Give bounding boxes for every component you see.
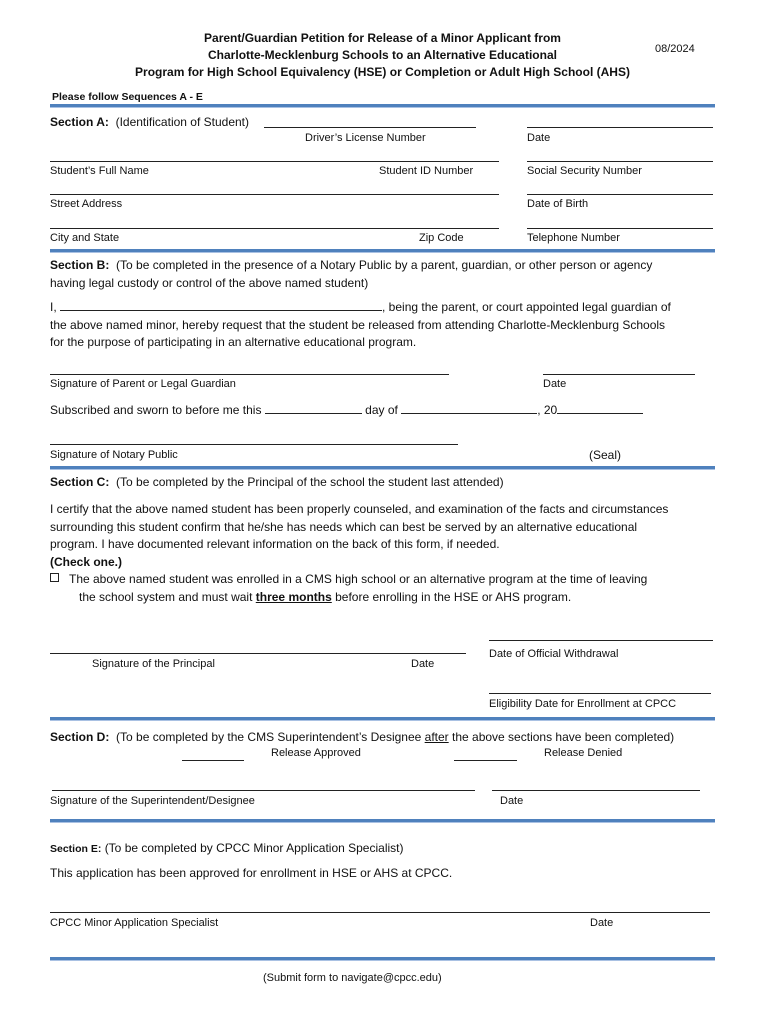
full-name-label: Student’s Full Name — [50, 165, 149, 177]
designee-signature-label: Signature of the Superintendent/Designee — [50, 795, 255, 807]
dob-label: Date of Birth — [527, 198, 589, 210]
statement-prefix: I, — [50, 300, 57, 314]
drivers-license-field[interactable] — [264, 127, 476, 128]
release-denied-label: Release Denied — [544, 747, 623, 759]
section-divider — [50, 466, 715, 470]
title-line-1: Parent/Guardian Petition for Release of a Minor Applicant from — [204, 31, 561, 45]
option-text-2: the school system and must wait — [79, 589, 253, 604]
statement-line-2: the above named minor, hereby request that the student be released from attending Charlotte-Mecklenburg Schools — [50, 317, 666, 332]
section-b-label: Section B: — [50, 258, 110, 272]
drivers-license-label: Driver’s License Number — [305, 132, 426, 144]
section-a-description: (Identification of Student) — [115, 115, 249, 129]
section-b-description-2: having legal custody or control of the above named student) — [50, 275, 369, 290]
certify-line-2: surrounding this student confirm that he/she has needs which can best be served by an alternative educational — [50, 519, 638, 534]
section-divider — [50, 717, 715, 721]
sworn-month-field[interactable] — [401, 403, 537, 414]
principal-signature-label: Signature of the Principal — [92, 658, 215, 670]
submit-instruction: (Submit form to navigate@cpcc.edu) — [263, 972, 442, 984]
notary-signature-field[interactable] — [50, 444, 458, 445]
title-line-2: Charlotte-Mecklenburg Schools to an Alternative Educational — [208, 48, 557, 62]
withdrawal-option — [50, 571, 715, 606]
street-address-label: Street Address — [50, 198, 123, 210]
form-revision-date: 08/2024 — [655, 43, 695, 55]
principal-date-label: Date — [411, 658, 435, 670]
zip-code-label: Zip Code — [419, 232, 464, 244]
section-a-heading — [50, 115, 249, 129]
section-c-description: (To be completed by the Principal of the school the student last attended) — [116, 475, 504, 489]
designee-signature-field[interactable] — [52, 790, 475, 791]
approval-statement: This application has been approved for enrollment in HSE or AHS at CPCC. — [50, 866, 453, 880]
section-b-description-1: (To be completed in the presence of a Notary Public by a parent, guardian, or other person or agency — [116, 258, 653, 272]
guardian-statement — [50, 299, 715, 352]
certify-line-3: program. I have documented relevant information on the back of this form, if needed. — [50, 537, 500, 551]
section-e-label: Section E: — [50, 843, 102, 855]
release-approved-field[interactable] — [182, 760, 244, 761]
check-one-label: (Check one.) — [50, 554, 123, 569]
option-text-3: before enrolling in the HSE or AHS program. — [335, 589, 572, 604]
city-state-label: City and State — [50, 232, 120, 244]
section-a-label: Section A: — [50, 115, 109, 129]
section-d-label: Section D: — [50, 730, 110, 744]
principal-certification — [50, 501, 715, 571]
sworn-day-field[interactable] — [265, 403, 362, 414]
student-id-label: Student ID Number — [379, 165, 474, 177]
specialist-signature-label: CPCC Minor Application Specialist — [50, 917, 219, 929]
instruction-text: Please follow Sequences A - E — [52, 91, 203, 103]
option-text-1: The above named student was enrolled in a CMS high school or an alternative program at the time of leaving — [69, 572, 648, 586]
section-divider — [50, 104, 715, 108]
certify-line-1: I certify that the above named student has been properly counseled, and examination of the facts and circumstances — [50, 502, 669, 516]
section-e-description: (To be completed by CPCC Minor Application Specialist) — [104, 841, 404, 855]
date-field-a[interactable] — [527, 127, 713, 128]
section-d-heading — [50, 730, 674, 744]
section-divider — [50, 249, 715, 253]
full-name-field[interactable] — [50, 161, 499, 162]
principal-signature-field[interactable] — [50, 653, 466, 654]
sworn-text-1: Subscribed and sworn to before me this — [50, 403, 262, 417]
street-address-field[interactable] — [50, 194, 499, 195]
sworn-year-field[interactable] — [557, 403, 643, 414]
parent-date-field[interactable] — [543, 374, 695, 375]
seal-label: (Seal) — [589, 448, 622, 462]
eligibility-date-field[interactable] — [489, 693, 711, 694]
section-c-label: Section C: — [50, 475, 110, 489]
guardian-name-field[interactable] — [60, 300, 382, 311]
three-months-emphasis: three months — [255, 589, 332, 604]
notary-signature-label: Signature of Notary Public — [50, 449, 178, 461]
designee-date-label: Date — [500, 795, 524, 807]
section-d-after-emphasis: after — [424, 730, 449, 744]
release-approved-label: Release Approved — [271, 747, 361, 759]
parent-date-label: Date — [543, 378, 567, 390]
form-title — [90, 30, 675, 81]
statement-line-3: for the purpose of participating in an alternative educational program. — [50, 335, 417, 349]
sworn-text-2: day of — [365, 403, 398, 417]
telephone-field[interactable] — [527, 228, 713, 229]
specialist-date-label: Date — [590, 917, 614, 929]
parent-signature-label: Signature of Parent or Legal Guardian — [50, 378, 236, 390]
city-state-zip-field[interactable] — [50, 228, 499, 229]
eligibility-date-label: Eligibility Date for Enrollment at CPCC — [489, 698, 677, 710]
ssn-field[interactable] — [527, 161, 713, 162]
section-divider — [50, 819, 715, 823]
parent-signature-field[interactable] — [50, 374, 449, 375]
three-months-checkbox[interactable] — [50, 573, 59, 582]
section-b-heading — [50, 257, 715, 292]
release-denied-field[interactable] — [454, 760, 517, 761]
section-d-description-2: the above sections have been completed) — [452, 730, 675, 744]
statement-line-1: , being the parent, or court appointed legal guardian of — [382, 300, 671, 314]
ssn-label: Social Security Number — [527, 165, 642, 177]
withdrawal-date-label: Date of Official Withdrawal — [489, 648, 619, 660]
section-divider — [50, 957, 715, 961]
designee-date-field[interactable] — [492, 790, 700, 791]
section-e-heading — [50, 841, 404, 855]
specialist-signature-field[interactable] — [50, 912, 710, 913]
sworn-text-3: , 20 — [537, 403, 558, 417]
date-label-a: Date — [527, 132, 551, 144]
section-c-heading — [50, 475, 504, 489]
section-d-description-1: (To be completed by the CMS Superintendent’s Designee — [116, 730, 422, 744]
withdrawal-date-field[interactable] — [489, 640, 713, 641]
sworn-statement — [50, 403, 643, 417]
title-line-3: Program for High School Equivalency (HSE) or Completion or Adult High School (AHS) — [135, 65, 630, 79]
telephone-label: Telephone Number — [527, 232, 620, 244]
dob-field[interactable] — [527, 194, 713, 195]
